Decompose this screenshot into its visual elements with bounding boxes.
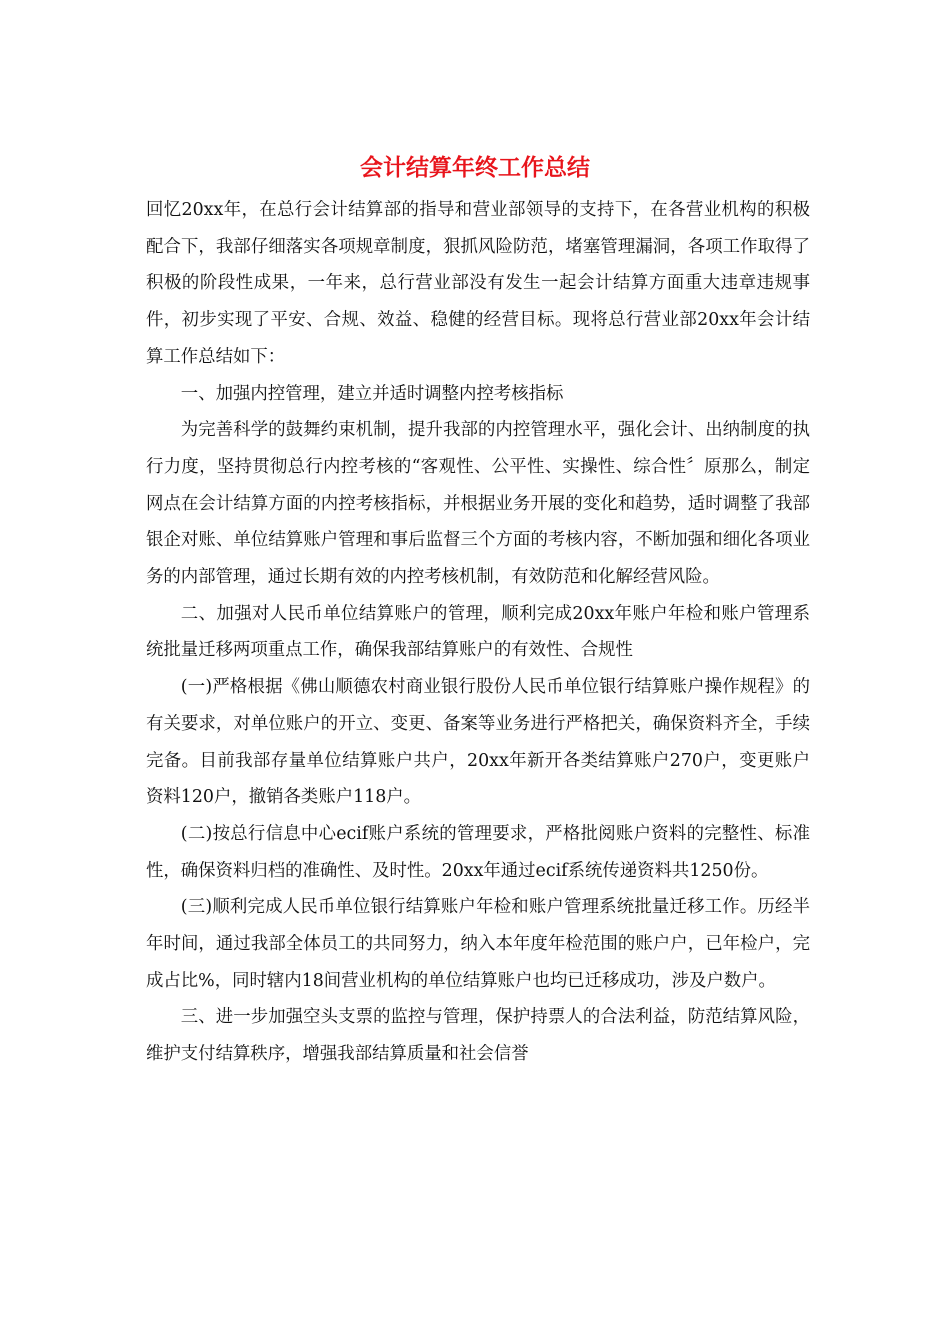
document-body [146, 192, 810, 1073]
paragraph-internal-control: 为完善科学的鼓舞约束机制，提升我部的内控管理水平，强化会计、出纳制度的执行力度，坚持贯彻总行内控考核的“客观性、公平性、实操性、综合性〞原那么，制定网点在会计结算方面的内控考核指标，并根据业务开展的变化和趋势，适时调整了我部银企对账、单位结算账户管理和事后监督三个方面的考核内容，不断加强和细化各项业务的内部管理，通过长期有效的内控考核机制，有效防范和化解经营风险。 [146, 420, 810, 588]
paragraph-item-1: (一)严格根据《佛山顺德农村商业银行股份人民币单位银行结算账户操作规程》的有关要求，对单位账户的开立、变更、备案等业务进行严格把关，确保资料齐全，手续完备。目前我部存量单位结算账户共户，20xx年新开各类结算账户270户，变更账户资料120户，撤销各类账户118户。 [146, 677, 810, 808]
section-heading-3: 三、进一步加强空头支票的监控与管理，保护持票人的合法利益，防范结算风险，维护支付结算秩序，增强我部结算质量和社会信誉 [146, 1007, 810, 1065]
document-title: 会计结算年终工作总结 [360, 154, 590, 181]
section-heading-1: 一、加强内控管理，建立并适时调整内控考核指标 [180, 383, 564, 404]
section-heading-2: 二、加强对人民币单位结算账户的管理，顺利完成20xx年账户年检和账户管理系统批量迁移两项重点工作，确保我部结算账户的有效性、合规性 [146, 603, 810, 661]
paragraph-intro: 回忆20xx年，在总行会计结算部的指导和营业部领导的支持下，在各营业机构的积极配合下，我部仔细落实各项规章制度，狠抓风险防范，堵塞管理漏洞，各项工作取得了积极的阶段性成果，一年来，总行营业部没有发生一起会计结算方面重大违章违规事件，初步实现了平安、合规、效益、稳健的经营目标。现将总行营业部20xx年会计结算工作总结如下： [146, 200, 810, 367]
paragraph-item-2: (二)按总行信息中心ecif账户系统的管理要求，严格批阅账户资料的完整性、标准性，确保资料归档的准确性、及时性。20xx年通过ecif系统传递资料共1250份。 [146, 823, 810, 881]
paragraph-item-3: (三)顺利完成人民币单位银行结算账户年检和账户管理系统批量迁移工作。历经半年时间，通过我部全体员工的共同努力，纳入本年度年检范围的账户户，已年检户，完成占比%，同时辖内18间营业机构的单位结算账户也均已迁移成功，涉及户数户。 [146, 897, 810, 991]
